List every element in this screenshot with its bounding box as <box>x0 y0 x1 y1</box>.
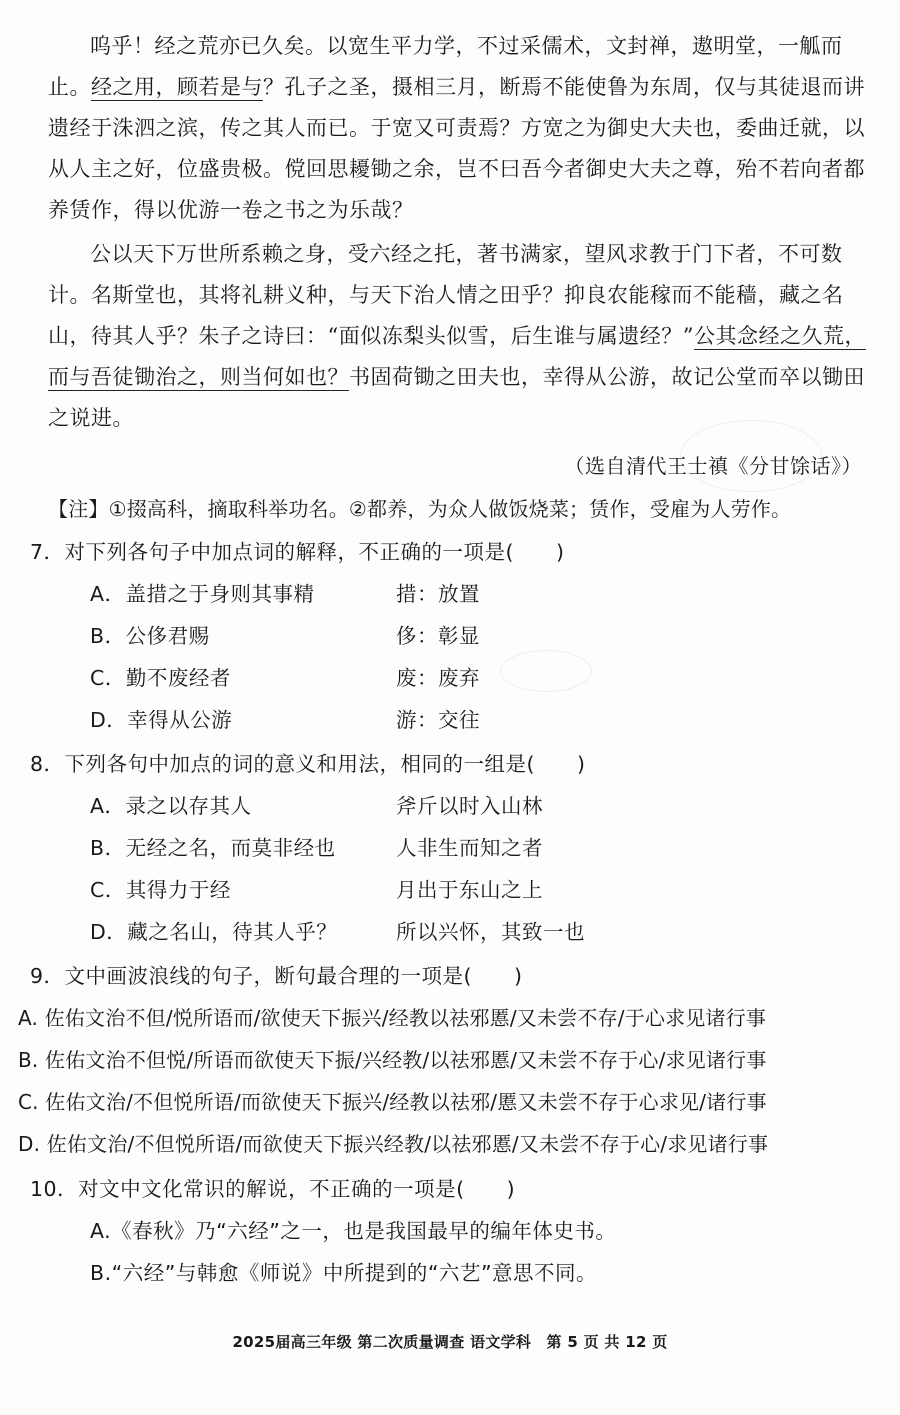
passage-p2-before: 公以天下万世所系赖之身，受六经之托，著书满家，望风求教于门下者，不可数计。名斯堂也，其将礼耕义种，与天下治人情之田乎？抑良农能稼而不能穑，藏之名山，待其人乎？朱子之诗曰：“面似冻梨头似雪，后生谁与属遗经？” <box>48 242 844 348</box>
option-sentence: A．录之以存其人 <box>90 794 252 818</box>
underlined-sentence-2: 公其念经之久荒，而与吾徒锄治之，则当何如也？ <box>48 324 866 389</box>
page-footer: 2025届高三年级 第二次质量调查 语文学科 第 5 页 共 12 页 <box>232 1333 668 1351</box>
scan-smudge <box>500 650 592 692</box>
option-explanation: 侈：彰显 <box>396 624 480 648</box>
option-sentence: B．无经之名，而莫非经也 <box>90 836 336 860</box>
question-8-stem: 8．下列各句中加点的词的意义和用法，相同的一组是( ) <box>30 752 586 776</box>
question-10-option-a[interactable]: A.《春秋》乃“六经”之一，也是我国最早的编年体史书。 <box>90 1219 617 1243</box>
option-explanation: 措：放置 <box>396 582 480 606</box>
passage-paragraph-2 <box>48 234 870 439</box>
option-sentence: A．盖措之于身则其事精 <box>90 582 315 606</box>
option-sentence: B．公侈君赐 <box>90 624 210 648</box>
option-sentence: C．其得力于经 <box>90 878 231 902</box>
passage-p1-before: 呜乎！经之荒亦已久矣。以宽生平力学，不过采儒术，文封禅，遨明堂，一觚而止。 <box>48 34 843 99</box>
option-compare-sentence: 人非生而知之者 <box>396 836 543 860</box>
annotation-note: 【注】①掇高科，摘取科举功名。②都养，为众人做饭烧菜；赁作，受雇为人劳作。 <box>48 497 792 521</box>
question-10-stem: 10．对文中文化常识的解说，不正确的一项是( ) <box>30 1177 516 1201</box>
passage-paragraph-1 <box>48 26 870 231</box>
question-9-option-c[interactable]: C. 佐佑文治/不但悦所语/而欲使天下振兴/经教以祛邪/慝又未尝不存于心求见/诸行事 <box>18 1090 767 1114</box>
question-9-option-b[interactable]: B. 佐佑文治不但悦/所语而欲使天下振/兴经教/以祛邪慝/又未尝不存于心/求见诸行事 <box>18 1048 767 1072</box>
option-compare-sentence: 斧斤以时入山林 <box>396 794 543 818</box>
question-7-stem: 7．对下列各句子中加点词的解释，不正确的一项是( ) <box>30 540 565 564</box>
passage-p2-after: 书固荷锄之田夫也，幸得从公游，故记公堂而卒以锄田之说进。 <box>48 365 865 430</box>
passage-p1-after: ？孔子之圣，摄相三月，断焉不能使鲁为东周，仅与其徒退而讲遗经于洙泗之滨，传之其人而已。于宽又可责焉？方宽之为御史大夫也，委曲迁就，以从人主之好，位盛贵极。傥回思耰锄之余，岂不曰吾今者御史大夫之尊，殆不若向者都养赁作，得以优游一卷之书之为乐哉？ <box>48 75 865 222</box>
option-sentence: C．勤不废经者 <box>90 666 231 690</box>
question-9-stem: 9．文中画波浪线的句子，断句最合理的一项是( ) <box>30 964 523 988</box>
question-9-option-a[interactable]: A. 佐佑文治不但/悦所语而/欲使天下振兴/经教以祛邪慝/又未尝不存/于心求见诸行事 <box>18 1006 767 1030</box>
option-sentence: D．藏之名山，待其人乎？ <box>90 920 338 944</box>
option-compare-sentence: 月出于东山之上 <box>396 878 543 902</box>
underlined-sentence-1: 经之用，顾若是与 <box>91 75 263 99</box>
scan-smudge <box>680 420 822 492</box>
option-explanation: 游：交往 <box>396 708 480 732</box>
question-10-option-b[interactable]: B.“六经”与韩愈《师说》中所提到的“六艺”意思不同。 <box>90 1261 598 1285</box>
passage-source: （选自清代王士禛《分甘馀话》） <box>564 454 862 478</box>
option-explanation: 废：废弃 <box>396 666 480 690</box>
option-sentence: D．幸得从公游 <box>90 708 233 732</box>
question-9-option-d[interactable]: D. 佐佑文治/不但悦所语/而欲使天下振兴经教/以祛邪慝/又未尝不存于心/求见诸行事 <box>18 1132 769 1156</box>
option-compare-sentence: 所以兴怀，其致一也 <box>396 920 585 944</box>
